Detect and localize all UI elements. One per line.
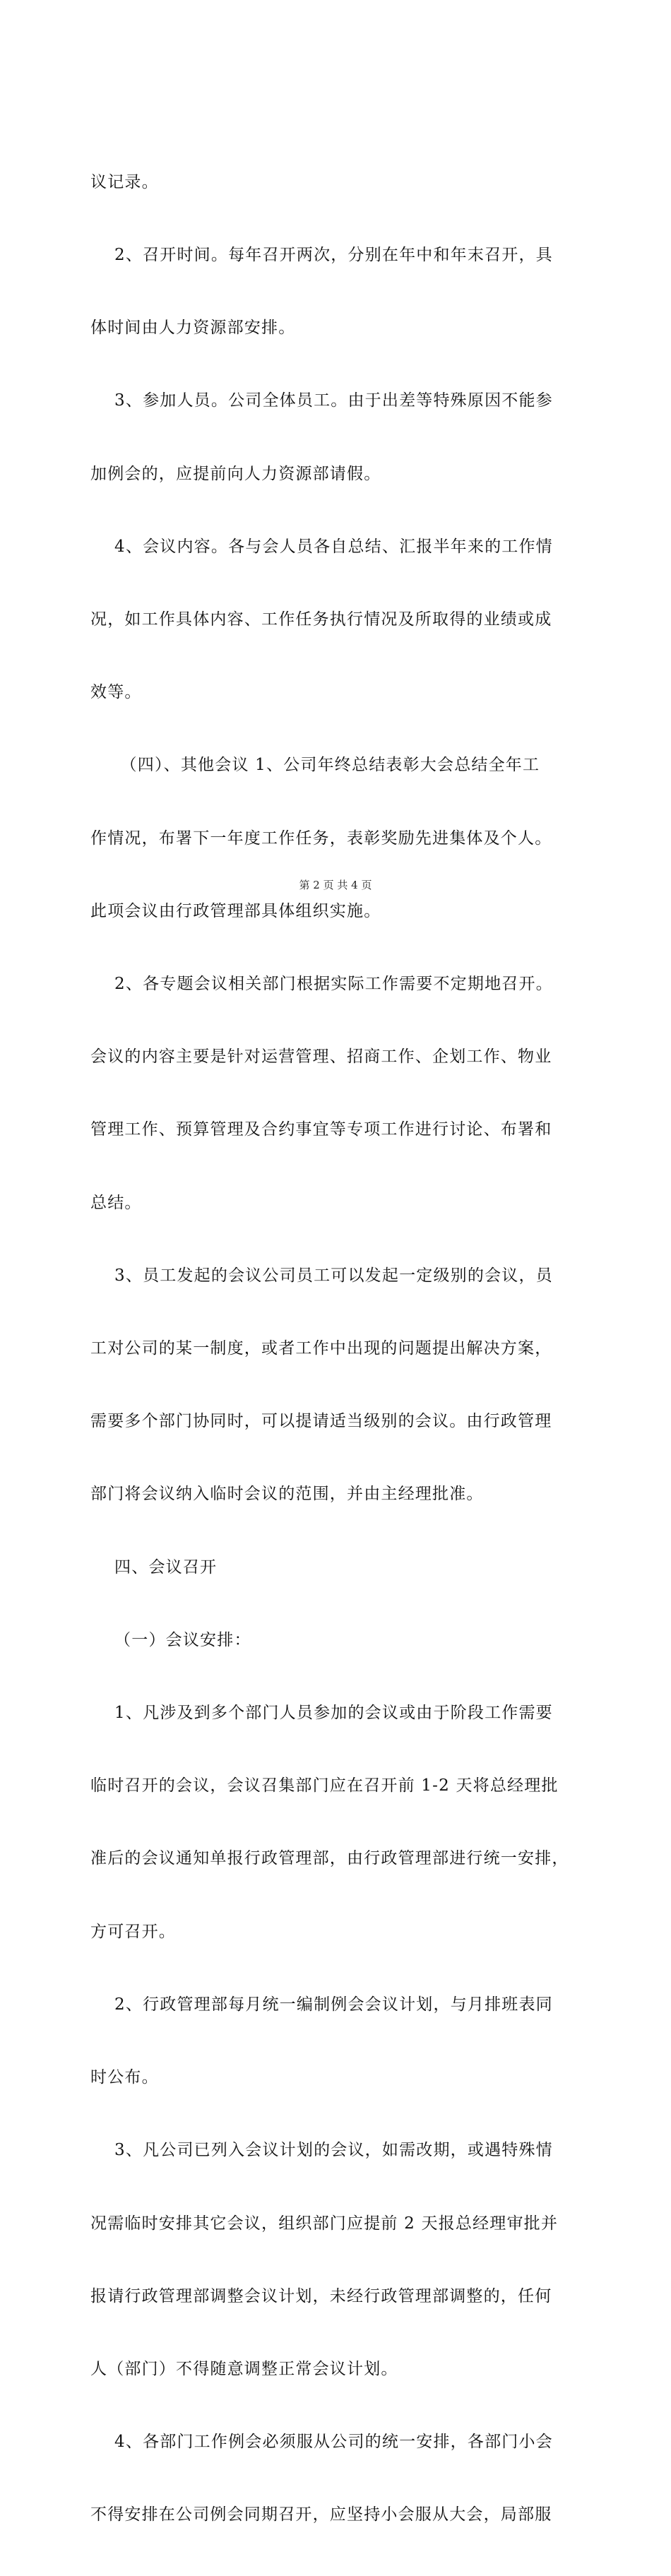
text-line: 不得安排在公司例会同期召开，应坚持小会服从大会，局部服 (90, 2505, 552, 2524)
page-number-footer: 第 2 页 共 4 页 (299, 879, 372, 891)
subsection-heading: （一）会议安排： (90, 1630, 251, 1649)
text-line: 作情况，布署下一年度工作任务，表彰奖励先进集体及个人。 (90, 829, 552, 848)
text-line: （四）、其他会议 1、公司年终总结表彰大会总结全年工 (90, 756, 540, 775)
text-line: 时公布。 (90, 2068, 159, 2087)
text-line: 体时间由人力资源部安排。 (90, 319, 296, 338)
text-line: 此项会议由行政管理部具体组织实施。 (90, 901, 381, 920)
text-line: 2、各专题会议相关部门根据实际工作需要不定期地召开。 (90, 975, 553, 994)
text-line: 需要多个部门协同时，可以提请适当级别的会议。由行政管理 (90, 1412, 552, 1431)
text-line: 总结。 (90, 1193, 142, 1212)
text-line: 议记录。 (90, 172, 159, 191)
text-line: 管理工作、预算管理及合约事宜等专项工作进行讨论、布署和 (90, 1120, 552, 1139)
text-line: 报请行政管理部调整会议计划，未经行政管理部调整的，任何 (90, 2286, 552, 2305)
text-line: 3、员工发起的会议公司员工可以发起一定级别的会议，员 (90, 1266, 553, 1285)
text-line: 4、会议内容。各与会人员各自总结、汇报半年来的工作情 (90, 537, 553, 556)
text-line: 效等。 (90, 683, 142, 702)
text-line: 方可召开。 (90, 1922, 176, 1941)
text-line: 况，如工作具体内容、工作任务执行情况及所取得的业绩或成 (90, 610, 552, 629)
text-line: 2、行政管理部每月统一编制例会会议计划，与月排班表同 (90, 1995, 553, 2014)
text-line: 况需临时安排其它会议，组织部门应提前 2 天报总经理审批并 (90, 2214, 559, 2233)
text-line: 1、凡涉及到多个部门人员参加的会议或由于阶段工作需要 (90, 1704, 553, 1723)
text-line: 人（部门）不得随意调整正常会议计划。 (90, 2359, 398, 2378)
text-line: 临时召开的会议，会议召集部门应在召开前 1-2 天将总经理批 (90, 1776, 559, 1796)
text-line: 2、召开时间。每年召开两次，分别在年中和年末召开，具 (90, 246, 553, 265)
text-line: 加例会的，应提前向人力资源部请假。 (90, 464, 381, 483)
section-heading: 四、会议召开 (90, 1557, 218, 1577)
text-line: 准后的会议通知单报行政管理部，由行政管理部进行统一安排， (90, 1849, 569, 1868)
document-body (90, 121, 599, 2576)
text-line: 工对公司的某一制度，或者工作中出现的问题提出解决方案， (90, 1339, 552, 1358)
text-line: 3、凡公司已列入会议计划的会议，如需改期，或遇特殊情 (90, 2141, 553, 2160)
text-line: 部门将会议纳入临时会议的范围，并由主经理批准。 (90, 1485, 484, 1504)
text-line: 会议的内容主要是针对运营管理、招商工作、企划工作、物业 (90, 1047, 552, 1067)
text-line: 3、参加人员。公司全体员工。由于出差等特殊原因不能参 (90, 391, 553, 410)
text-line: 4、各部门工作例会必须服从公司的统一安排，各部门小会 (90, 2433, 553, 2452)
